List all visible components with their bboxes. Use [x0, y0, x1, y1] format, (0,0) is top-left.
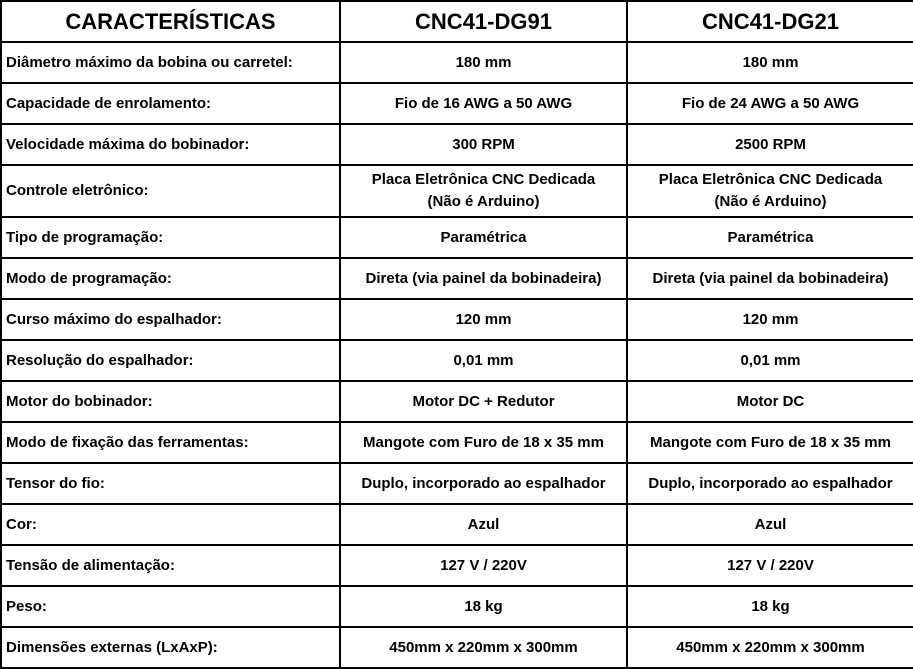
dg21-value: 18 kg: [627, 586, 913, 627]
dg91-value: 180 mm: [340, 42, 627, 83]
table-row: [1, 340, 913, 381]
dg91-value: 120 mm: [340, 299, 627, 340]
dg91-value: Motor DC + Redutor: [340, 381, 627, 422]
row-label: Tipo de programação:: [1, 217, 340, 258]
dg21-value: 180 mm: [627, 42, 913, 83]
table-row: [1, 627, 913, 668]
dg91-value: 300 RPM: [340, 124, 627, 165]
table-row: [1, 381, 913, 422]
row-label: Modo de fixação das ferramentas:: [1, 422, 340, 463]
row-label: Motor do bobinador:: [1, 381, 340, 422]
dg91-value: Azul: [340, 504, 627, 545]
dg21-value: Direta (via painel da bobinadeira): [627, 258, 913, 299]
row-label: Controle eletrônico:: [1, 165, 340, 217]
dg21-value: 120 mm: [627, 299, 913, 340]
dg91-value: Paramétrica: [340, 217, 627, 258]
table-row: [1, 299, 913, 340]
row-label: Cor:: [1, 504, 340, 545]
table-row: [1, 217, 913, 258]
table-row: [1, 124, 913, 165]
table-row: [1, 545, 913, 586]
table-row: [1, 504, 913, 545]
table-row: [1, 422, 913, 463]
table-row: [1, 42, 913, 83]
dg21-value: Mangote com Furo de 18 x 35 mm: [627, 422, 913, 463]
dg21-value: 2500 RPM: [627, 124, 913, 165]
row-label: Dimensões externas (LxAxP):: [1, 627, 340, 668]
row-label: Tensão de alimentação:: [1, 545, 340, 586]
dg91-value: 0,01 mm: [340, 340, 627, 381]
dg21-value: Paramétrica: [627, 217, 913, 258]
dg21-value: 450mm x 220mm x 300mm: [627, 627, 913, 668]
table-row: [1, 586, 913, 627]
header-row: [1, 1, 913, 42]
dg91-value: 450mm x 220mm x 300mm: [340, 627, 627, 668]
row-label: Diâmetro máximo da bobina ou carretel:: [1, 42, 340, 83]
dg21-value-line-1: Placa Eletrônica CNC Dedicada: [658, 171, 883, 188]
table-row: [1, 165, 913, 217]
table-row: [1, 463, 913, 504]
dg21-value: Duplo, incorporado ao espalhador: [627, 463, 913, 504]
row-label: Modo de programação:: [1, 258, 340, 299]
dg91-value: 127 V / 220V: [340, 545, 627, 586]
row-label: Peso:: [1, 586, 340, 627]
header-characteristics: CARACTERÍSTICAS: [1, 1, 340, 42]
row-label: Velocidade máxima do bobinador:: [1, 124, 340, 165]
dg21-value-line-2: (Não é Arduino): [714, 193, 827, 210]
header-model-dg21: CNC41-DG21: [627, 1, 913, 42]
table-row: [1, 258, 913, 299]
dg91-value: Duplo, incorporado ao espalhador: [340, 463, 627, 504]
header-model-dg91: CNC41-DG91: [340, 1, 627, 42]
dg91-value: Fio de 16 AWG a 50 AWG: [340, 83, 627, 124]
dg21-value: 127 V / 220V: [627, 545, 913, 586]
dg91-value: [340, 165, 627, 217]
row-label: Capacidade de enrolamento:: [1, 83, 340, 124]
row-label: Curso máximo do espalhador:: [1, 299, 340, 340]
dg21-value: [627, 165, 913, 217]
row-label: Resolução do espalhador:: [1, 340, 340, 381]
dg91-value: Direta (via painel da bobinadeira): [340, 258, 627, 299]
dg91-value: Mangote com Furo de 18 x 35 mm: [340, 422, 627, 463]
dg91-value-line-2: (Não é Arduino): [427, 193, 540, 210]
dg91-value: 18 kg: [340, 586, 627, 627]
row-label: Tensor do fio:: [1, 463, 340, 504]
dg91-value-line-1: Placa Eletrônica CNC Dedicada: [371, 171, 596, 188]
dg21-value: Fio de 24 AWG a 50 AWG: [627, 83, 913, 124]
dg21-value: Motor DC: [627, 381, 913, 422]
table-row: [1, 83, 913, 124]
dg21-value: Azul: [627, 504, 913, 545]
dg21-value: 0,01 mm: [627, 340, 913, 381]
